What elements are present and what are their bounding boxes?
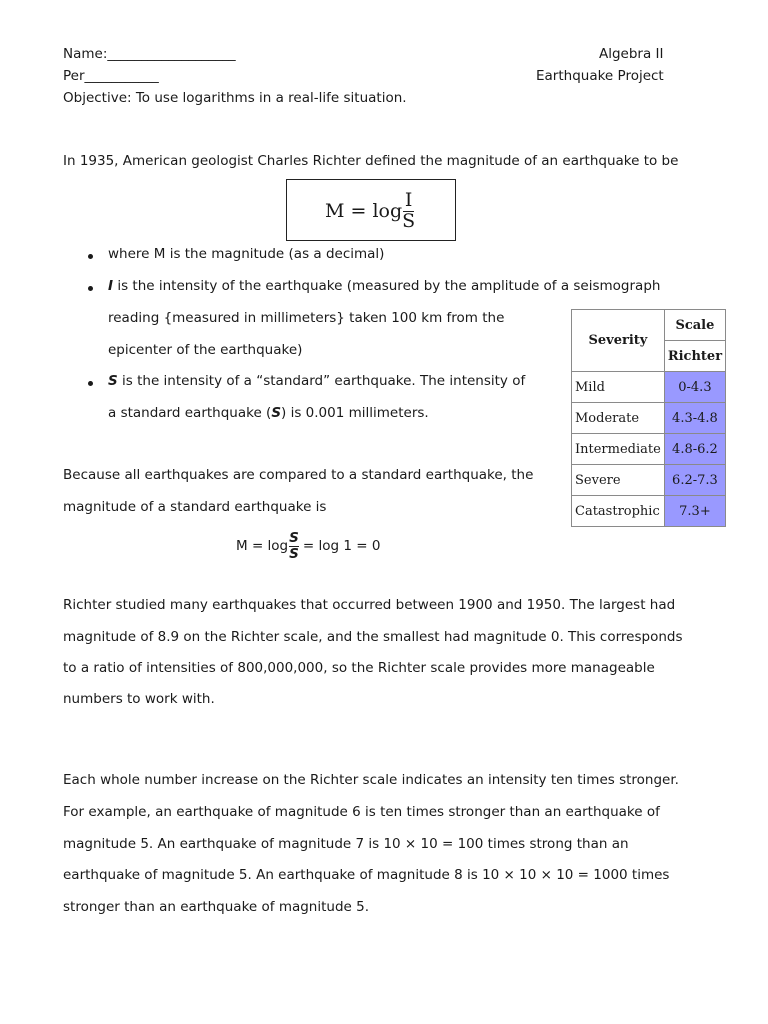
para1-line: magnitude of 8.9 on the Richter scale, and the smallest had magnitude 0. This corresponds [63, 629, 683, 645]
table-row [572, 496, 726, 527]
course-label: Algebra II [599, 46, 664, 62]
bullet-standard-line1 [108, 373, 525, 389]
standard-symbol-inline: S [271, 405, 282, 421]
scale-header: Scale [664, 310, 725, 341]
name-field-label: Name:___________________ [63, 46, 236, 62]
standard-symbol: S [108, 373, 118, 389]
table-row [572, 403, 726, 434]
para2-line: Each whole number increase on the Richter scale indicates an intensity ten times stronger. [63, 772, 679, 788]
bullet-intensity-line2: reading {measured in millimeters} taken 100 km from the [108, 310, 505, 326]
bullet-intensity-line3: epicenter of the earthquake) [108, 342, 303, 358]
intro-text: In 1935, American geologist Charles Richter defined the magnitude of an earthquake to be [63, 153, 679, 169]
table-header-row [572, 310, 726, 341]
bullet-dot [88, 381, 93, 386]
severity-cell: Moderate [572, 403, 665, 434]
bullet-intensity-text: is the intensity of the earthquake (measured by the amplitude of a seismograph [113, 278, 661, 294]
bullet-standard-text: is the intensity of a “standard” earthquake. The intensity of [117, 373, 526, 389]
formula-denominator: S [402, 209, 416, 232]
standard-eq-fraction [289, 531, 299, 560]
objective-text: To use logarithms in a real-life situation. [131, 90, 407, 106]
range-cell: 6.2-7.3 [664, 465, 725, 496]
period-field-label: Per___________ [63, 68, 159, 84]
standard-eq-denominator: S [289, 545, 299, 562]
project-title: Earthquake Project [536, 68, 664, 84]
table-row [572, 434, 726, 465]
formula-fraction [402, 188, 416, 232]
bullet-dot [88, 286, 93, 291]
richter-header: Richter [664, 341, 725, 372]
bullet-standard-text-b: ) is 0.001 millimeters. [281, 405, 429, 421]
intensity-symbol: I [108, 278, 114, 294]
severity-header: Severity [572, 310, 665, 372]
bullet-dot [88, 254, 93, 259]
standard-para-line2: magnitude of a standard earthquake is [63, 499, 327, 515]
objective-label: Objective: [63, 90, 132, 106]
table-row [572, 465, 726, 496]
standard-eq-m: M = log [236, 538, 289, 554]
severity-cell: Catastrophic [572, 496, 665, 527]
para2-line: stronger than an earthquake of magnitude 5. [63, 899, 370, 915]
richter-formula-box [286, 179, 456, 241]
para1-line: numbers to work with. [63, 691, 215, 707]
formula-numerator: I [404, 188, 413, 211]
bullet-standard-text-a: a standard earthquake ( [108, 405, 272, 421]
severity-cell: Mild [572, 372, 665, 403]
para2-line: For example, an earthquake of magnitude 6 is ten times stronger than an earthquake of [63, 804, 660, 820]
richter-scale-table [571, 309, 726, 527]
table-row [572, 372, 726, 403]
bullet-standard-line2 [108, 405, 429, 421]
range-cell: 7.3+ [664, 496, 725, 527]
para2-line: earthquake of magnitude 5. An earthquake of magnitude 8 is 10 × 10 × 10 = 1000 times [63, 867, 670, 883]
objective [63, 90, 407, 106]
para1-line: Richter studied many earthquakes that occurred between 1900 and 1950. The largest had [63, 597, 676, 613]
para2-line: magnitude 5. An earthquake of magnitude 7 is 10 × 10 = 100 times strong than an [63, 836, 629, 852]
severity-cell: Intermediate [572, 434, 665, 465]
formula-lhs: M = log [325, 200, 403, 222]
para1-line: to a ratio of intensities of 800,000,000, so the Richter scale provides more manageable [63, 660, 655, 676]
range-cell: 4.8-6.2 [664, 434, 725, 465]
standard-para-line1: Because all earthquakes are compared to a standard earthquake, the [63, 467, 534, 483]
severity-cell: Severe [572, 465, 665, 496]
bullet-intensity-line1 [108, 278, 660, 294]
bullet-magnitude: where M is the magnitude (as a decimal) [108, 246, 385, 262]
range-cell: 4.3-4.8 [664, 403, 725, 434]
range-cell: 0-4.3 [664, 372, 725, 403]
standard-equation [236, 528, 380, 564]
standard-eq-numerator: S [289, 530, 299, 547]
standard-eq-rest: = log 1 = 0 [302, 538, 381, 554]
